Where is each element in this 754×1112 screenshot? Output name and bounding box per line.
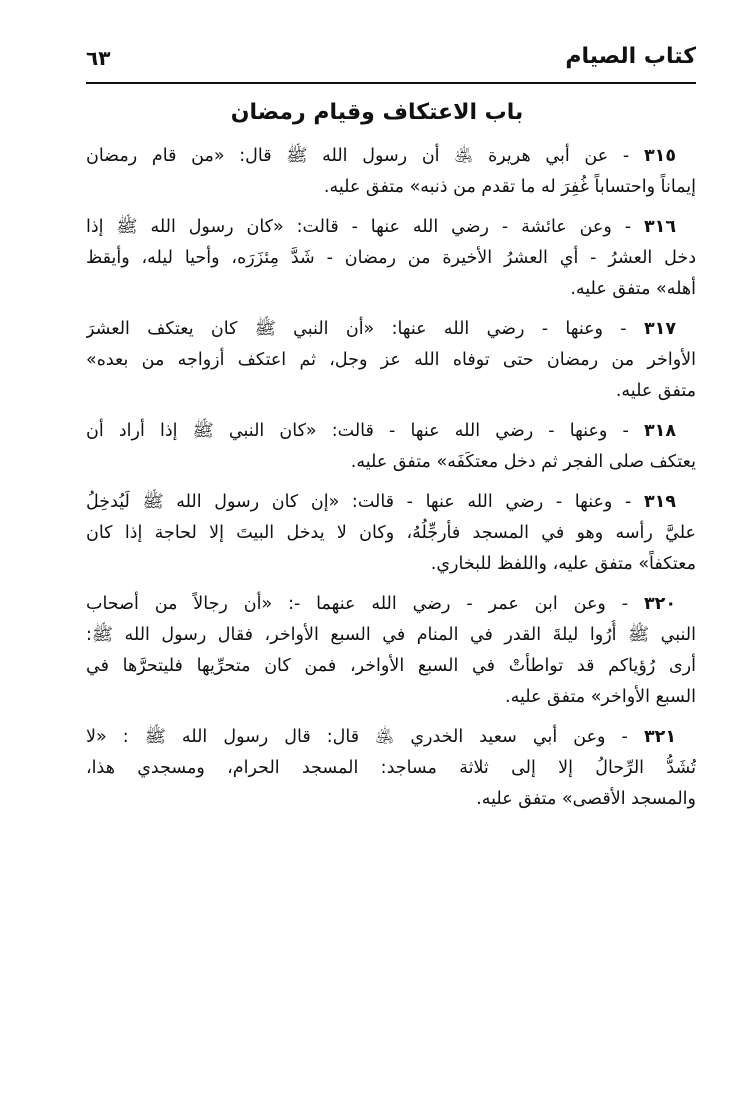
hadith-number: ٣١٦ [643,217,676,237]
hadith-319 [86,487,696,580]
hadith-line [86,212,696,243]
hadith-317 [86,314,696,407]
hadith-line: دخل العشرُ - أي العشرُ الأخيرة من رمضان - شَدَّ مِئزَرَه، وأحيا ليله، وأيقظ [86,248,696,268]
hadith-list [86,141,696,824]
hadith-number: ٣١٧ [643,319,676,339]
hadith-line [86,722,696,753]
hadith-number: ٣١٥ [643,146,676,166]
hadith-text: - وعن عائشة - رضي الله عنها - قالت: «كان رسول الله ﷺ إذا [86,217,632,237]
hadith-number: ٣١٩ [643,492,676,512]
hadith-text: - وعنها - رضي الله عنها: «أن النبي ﷺ كان يعتكف العشرَ [86,319,627,339]
page-header [86,40,696,84]
hadith-line [86,141,696,172]
hadith-text: - وعنها - رضي الله عنها - قالت: «كان النبي ﷺ إذا أراد أن [86,421,629,441]
hadith-line: إيماناً واحتساباً غُفِرَ له ما تقدم من ذنبه» متفق عليه. [323,177,696,197]
hadith-line: عليَّ رأسه وهو في المسجد فأرجِّلُهُ، وكان لا يدخل البيتَ إلا لحاجة إذا كان [86,523,696,543]
hadith-text: - وعن ابن عمر - رضي الله عنهما -: «أن رجالاً من أصحاب [86,594,629,614]
page-number: ٦٣ [86,46,111,70]
hadith-line [86,487,696,518]
hadith-line: السبع الأواخر» متفق عليه. [505,687,696,707]
hadith-316 [86,212,696,305]
hadith-321 [86,722,696,815]
hadith-line: الأواخر من رمضان حتى توفاه الله عز وجل، ثم اعتكف أزواجه من بعده» [86,350,696,370]
hadith-line [86,314,696,345]
hadith-line: يعتكف صلى الفجر ثم دخل معتكَفَه» متفق عليه. [350,452,696,472]
hadith-line: والمسجد الأقصى» متفق عليه. [476,789,696,809]
hadith-318 [86,416,696,478]
hadith-line [86,589,696,620]
hadith-line: متفق عليه. [615,381,696,401]
hadith-line [86,416,696,447]
hadith-text: - وعن أبي سعيد الخدري ﵁ قال: قال رسول الله ﷺ : «لا [86,727,628,747]
hadith-text: - وعنها - رضي الله عنها - قالت: «إن كان رسول الله ﷺ لَيُدخِلُ [86,492,632,512]
hadith-315 [86,141,696,203]
chapter-title: باب الاعتكاف وقيام رمضان [230,100,524,125]
hadith-line: أهله» متفق عليه. [570,279,696,299]
hadith-line: أرى رُؤياكم قد تواطأتْ في السبع الأواخر، فمن كان متحرِّيها فليتحرَّها في [86,656,696,676]
hadith-line: تُشَدُّ الرِّحالُ إلا إلى ثلاثة مساجد: المسجد الحرام، ومسجدي هذا، [86,758,696,778]
hadith-number: ٣٢٠ [643,594,676,614]
hadith-line: النبي ﷺ أُرُوا ليلةَ القدر في المنام في السبع الأواخر، فقال رسول الله ﷺ: [86,625,696,645]
hadith-line: معتكفاً» متفق عليه، واللفظ للبخاري. [430,554,696,574]
running-title: كتاب الصيام [565,44,696,69]
hadith-320 [86,589,696,713]
hadith-number: ٣١٨ [643,421,676,441]
hadith-text: - عن أبي هريرة ﵁ أن رسول الله ﷺ قال: «من قام رمضان [86,146,630,166]
hadith-number: ٣٢١ [643,727,676,747]
